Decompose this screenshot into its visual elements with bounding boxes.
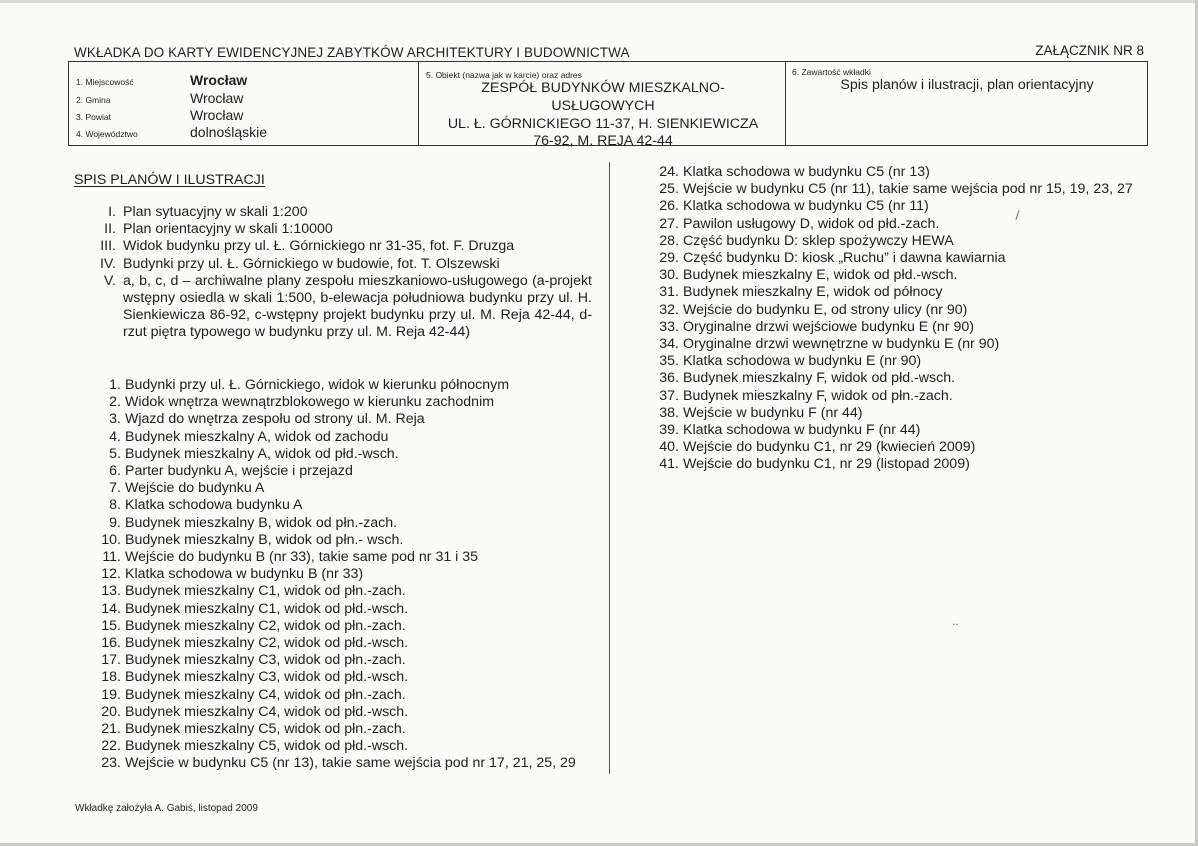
list-item [100, 377, 588, 394]
item-text: Budynki przy ul. Ł. Górnickiego w budowie, fot. T. Olszewski [123, 255, 500, 272]
item-number: 14. [101, 600, 121, 617]
item-number: 17. [101, 652, 121, 669]
location-label: 2. Gmina [76, 95, 111, 105]
item-text: Budynek mieszkalny B, widok od płn.- wsch. [125, 531, 404, 548]
item-text: Budynek mieszkalny C5, widok od płd.-wsch. [125, 738, 409, 755]
item-number: 24. [659, 164, 679, 180]
list-item [100, 583, 588, 600]
item-text: Budynek mieszkalny C3, widok od płd.-wsch. [125, 669, 409, 686]
item-text: Budynek mieszkalny A, widok od zachodu [125, 428, 389, 445]
item-text: Część budynku D: sklep spożywczy HEWA [683, 232, 954, 249]
list-item [658, 302, 1144, 319]
list-item [658, 388, 1144, 405]
item-number: 38. [659, 404, 679, 421]
box-divider [418, 62, 419, 145]
item-number: 36. [659, 370, 679, 387]
list-item [658, 336, 1144, 353]
item-text: Widok wnętrza wewnątrzblokowego w kierunku zachodnim [125, 394, 495, 411]
item-text: Budynek mieszkalny C5, widok od płn.-zach. [125, 721, 406, 738]
item-number: 13. [101, 583, 121, 600]
object-address-line: 76-92, M. REJA 42-44 [533, 133, 673, 149]
item-number: 40. [659, 439, 679, 456]
attachment-number: ZAŁĄCZNIK NR 8 [1035, 43, 1144, 58]
item-text: Budynek mieszkalny C4, widok od płd.-wsch. [125, 703, 409, 720]
location-label: 4. Województwo [76, 129, 138, 139]
list-item [658, 284, 1144, 301]
list-item [92, 238, 592, 255]
location-value: Wrocław [190, 107, 244, 123]
illustration-list-right [658, 164, 1144, 474]
item-text: Wejście do budynku B (nr 33), takie same pod nr 31 i 35 [125, 549, 479, 566]
item-number: 4. [109, 428, 121, 445]
item-number: 22. [101, 738, 121, 755]
list-item [100, 704, 588, 721]
list-item [100, 738, 588, 755]
item-number: 5. [109, 445, 121, 462]
item-text: Budynek mieszkalny B, widok od płn.-zach. [125, 514, 398, 531]
item-text: Budynek mieszkalny E, widok od płd.-wsch. [683, 267, 958, 284]
list-item [100, 411, 588, 428]
item-number: 21. [101, 721, 121, 738]
item-number: 37. [659, 387, 679, 404]
list-item [100, 687, 588, 704]
item-text: Budynek mieszkalny F, widok od płn.-zach. [683, 387, 953, 404]
item-number: 35. [659, 353, 679, 370]
item-text: Klatka schodowa w budynku C5 (nr 11) [683, 198, 929, 215]
item-number: 30. [659, 267, 679, 284]
item-number: 2. [109, 394, 121, 411]
list-item [100, 429, 588, 446]
list-item [658, 353, 1144, 370]
item-number: 29. [659, 250, 679, 267]
object-name-line: USŁUGOWYCH [551, 98, 655, 114]
object-address-line: UL. Ł. GÓRNICKIEGO 11-37, H. SIENKIEWICZA [447, 116, 759, 132]
item-number: 6. [109, 463, 121, 480]
item-number: 32. [659, 301, 679, 318]
list-item [658, 164, 1144, 181]
item-number: 7. [109, 480, 121, 497]
contents-label: 6. Zawartość wkładki [792, 67, 871, 77]
item-text: Parter budynku A, wejście i przejazd [125, 463, 353, 480]
list-item [658, 181, 1144, 198]
list-item [100, 635, 588, 652]
item-text: Klatka schodowa w budynku F (nr 44) [683, 422, 921, 439]
list-item [100, 755, 588, 772]
item-text: Budynek mieszkalny E, widok od północy [683, 284, 943, 301]
item-text: Widok budynku przy ul. Ł. Górnickiego nr 31-35, fot. F. Druzga [123, 238, 515, 255]
item-text: Wejście w budynku C5 (nr 11), takie same wejścia pod nr 15, 19, 23, 27 [683, 181, 1133, 198]
item-number: 31. [659, 284, 679, 301]
item-number: 12. [101, 566, 121, 583]
item-text: Wejście w budynku C5 (nr 13), takie same wejścia pod nr 17, 21, 25, 29 [125, 755, 576, 772]
location-label: 1. Miejscowość [76, 77, 134, 87]
item-text: Klatka schodowa w budynku C5 (nr 13) [683, 164, 930, 180]
list-item [100, 601, 588, 618]
list-item [100, 669, 588, 686]
list-item [658, 456, 1144, 473]
list-item [100, 515, 588, 532]
footer-note: Wkładkę założyła A. Gabiś, listopad 2009 [75, 803, 258, 814]
document-title: WKŁADKA DO KARTY EWIDENCYJNEJ ZABYTKÓW ARCHITEKTURY I BUDOWNICTWA [74, 45, 630, 60]
illustration-list-left [100, 377, 588, 773]
item-number: V. [103, 272, 116, 289]
item-text: Oryginalne drzwi wejściowe budynku E (nr 90) [683, 318, 974, 335]
item-text: Wjazd do wnętrza zespołu od strony ul. M. Reja [125, 411, 425, 428]
location-value: Wrocław [190, 90, 244, 106]
item-number: 33. [659, 318, 679, 335]
item-text: Wejście w budynku F (nr 44) [683, 404, 863, 421]
list-item [92, 221, 592, 238]
item-number: 34. [659, 336, 679, 353]
object-name-line: ZESPÓŁ BUDYNKÓW MIESZKALNO- [481, 80, 725, 96]
item-number: 3. [109, 411, 121, 428]
header-info-box [68, 61, 1148, 149]
item-number: 8. [109, 497, 121, 514]
item-number: 26. [659, 198, 679, 215]
item-number: II. [104, 221, 116, 238]
item-text: Budynek mieszkalny C4, widok od płn.-zach. [125, 686, 406, 703]
item-number: 9. [109, 514, 121, 531]
item-text: Budynek mieszkalny A, widok od płd.-wsch. [125, 445, 399, 462]
item-number: I. [108, 204, 116, 220]
list-item [92, 273, 592, 342]
item-number: 10. [101, 531, 121, 548]
list-item [658, 267, 1144, 284]
item-number: III. [100, 238, 116, 255]
location-value: dolnośląskie [190, 124, 268, 140]
list-item [100, 566, 588, 583]
item-text: Klatka schodowa budynku A [125, 497, 303, 514]
list-item [658, 319, 1144, 336]
list-item [100, 497, 588, 514]
box-divider [785, 62, 786, 145]
item-number: 19. [101, 686, 121, 703]
column-divider [609, 162, 610, 774]
list-item [100, 463, 588, 480]
item-text: a, b, c, d – archiwalne plany zespołu mieszkaniowo-usługowego (a-projekt wstępny osiedla w skali 1:500, b-elewacja południowa budynku przy ul. H. Sienkiewicza 86-92, c-wstępny projekt budynku przy ul. M. Reja 42-44, d-rzut piętra typowego w budynku przy ul. M. Reja 42-44) [123, 272, 592, 341]
item-number: 20. [101, 703, 121, 720]
item-number: 16. [101, 635, 121, 652]
item-text: Budynek mieszkalny C2, widok od płn.-zach. [125, 617, 406, 634]
item-number: IV. [99, 255, 116, 272]
location-value: Wrocław [190, 72, 248, 88]
item-text: Wejście do budynku A [125, 480, 265, 497]
list-item [92, 204, 592, 221]
location-label: 3. Powiat [76, 112, 111, 122]
item-text: Budynek mieszkalny C1, widok od płd.-wsch. [125, 600, 409, 617]
item-text: Plan orientacyjny w skali 1:10000 [123, 221, 333, 238]
item-text: Klatka schodowa w budynku E (nr 90) [683, 353, 922, 370]
contents-text: Spis planów i ilustracji, plan orientacyjny [840, 77, 1094, 93]
item-text: Budynek mieszkalny C1, widok od płn.-zach. [125, 583, 406, 600]
item-text: Plan sytuacyjny w skali 1:200 [123, 204, 308, 220]
item-text: Budynek mieszkalny F, widok od płd.-wsch. [683, 370, 956, 387]
list-title: SPIS PLANÓW I ILUSTRACJI [74, 172, 265, 188]
list-item [100, 549, 588, 566]
list-item [100, 721, 588, 738]
pen-mark: ‥ [952, 617, 959, 628]
list-item [658, 250, 1144, 267]
list-item [658, 233, 1144, 250]
item-number: 15. [101, 617, 121, 634]
item-number: 23. [101, 755, 121, 772]
item-number: 1. [109, 377, 121, 393]
list-item [658, 216, 1144, 233]
list-item [100, 532, 588, 549]
item-number: 18. [101, 669, 121, 686]
list-item [658, 198, 1144, 215]
object-label: 5. Obiekt (nazwa jak w karcie) oraz adres [426, 70, 582, 80]
list-item [658, 405, 1144, 422]
item-text: Klatka schodowa w budynku B (nr 33) [125, 566, 364, 583]
item-text: Budynek mieszkalny C3, widok od płn.-zach. [125, 652, 406, 669]
item-text: Wejście do budynku C1, nr 29 (listopad 2009) [683, 456, 970, 473]
item-text: Oryginalne drzwi wewnętrzne w budynku E (nr 90) [683, 336, 1000, 353]
item-number: 28. [659, 232, 679, 249]
item-text: Budynek mieszkalny C2, widok od płd.-wsch. [125, 635, 409, 652]
list-item [658, 370, 1144, 387]
list-item [100, 394, 588, 411]
item-number: 25. [659, 181, 679, 198]
list-item [100, 446, 588, 463]
roman-list [92, 204, 592, 342]
list-item [100, 480, 588, 497]
item-text: Wejście do budynku E, od strony ulicy (nr 90) [683, 301, 968, 318]
item-number: 39. [659, 422, 679, 439]
item-number: 27. [659, 215, 679, 232]
item-text: Pawilon usługowy D, widok od płd.-zach. [683, 215, 940, 232]
item-number: 11. [102, 549, 121, 566]
list-item [658, 422, 1144, 439]
list-item [100, 618, 588, 635]
scan-edge-top [0, 0, 1198, 3]
item-text: Część budynku D: kiosk „Ruchu” i dawna kawiarnia [683, 250, 1006, 267]
list-item [92, 256, 592, 273]
item-number: 41. [659, 456, 679, 473]
item-text: Wejście do budynku C1, nr 29 (kwiecień 2009) [683, 439, 976, 456]
list-item [658, 439, 1144, 456]
list-item [100, 652, 588, 669]
item-text: Budynki przy ul. Ł. Górnickiego, widok w kierunku północnym [125, 377, 510, 393]
